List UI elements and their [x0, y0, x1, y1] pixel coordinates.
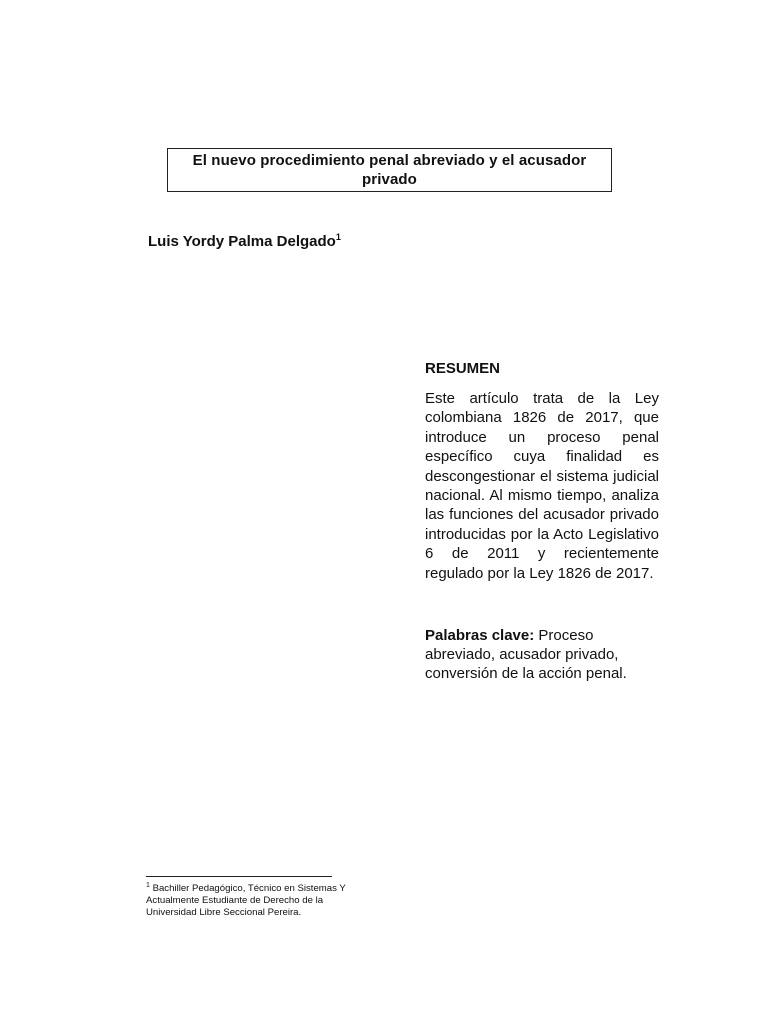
footnote-divider [146, 876, 332, 877]
author-name: Luis Yordy Palma Delgado [148, 233, 336, 250]
footnote-text: Bachiller Pedagógico, Técnico en Sistemas Y Actualmente Estudiante de Derecho de la Universidad Libre Seccional Pereira. [146, 883, 346, 918]
keywords-label: Palabras clave: [425, 627, 535, 644]
abstract-body: Este artículo trata de la Ley colombiana 1826 de 2017, que introduce un proceso penal específico cuya finalidad es descongestionar el sistema judicial nacional. Al mismo tiempo, analiza las funciones del acusador privado introducidas por la Acto Legislativo 6 de 2011 y recientemente regulado por la Ley 1826 de 2017. [425, 390, 659, 582]
footnote [146, 883, 376, 919]
author-line [148, 233, 341, 251]
keywords-paragraph [425, 626, 659, 683]
title-box [167, 148, 612, 192]
footnote-marker: 1 [146, 881, 150, 889]
abstract-heading: RESUMEN [425, 360, 501, 377]
document-title: El nuevo procedimiento penal abreviado y el acusador privado [192, 152, 587, 188]
author-footnote-ref: 1 [335, 232, 341, 242]
abstract-section [425, 359, 659, 583]
keywords-text: Proceso abreviado, acusador privado, conversión de la acción penal. [425, 627, 627, 682]
